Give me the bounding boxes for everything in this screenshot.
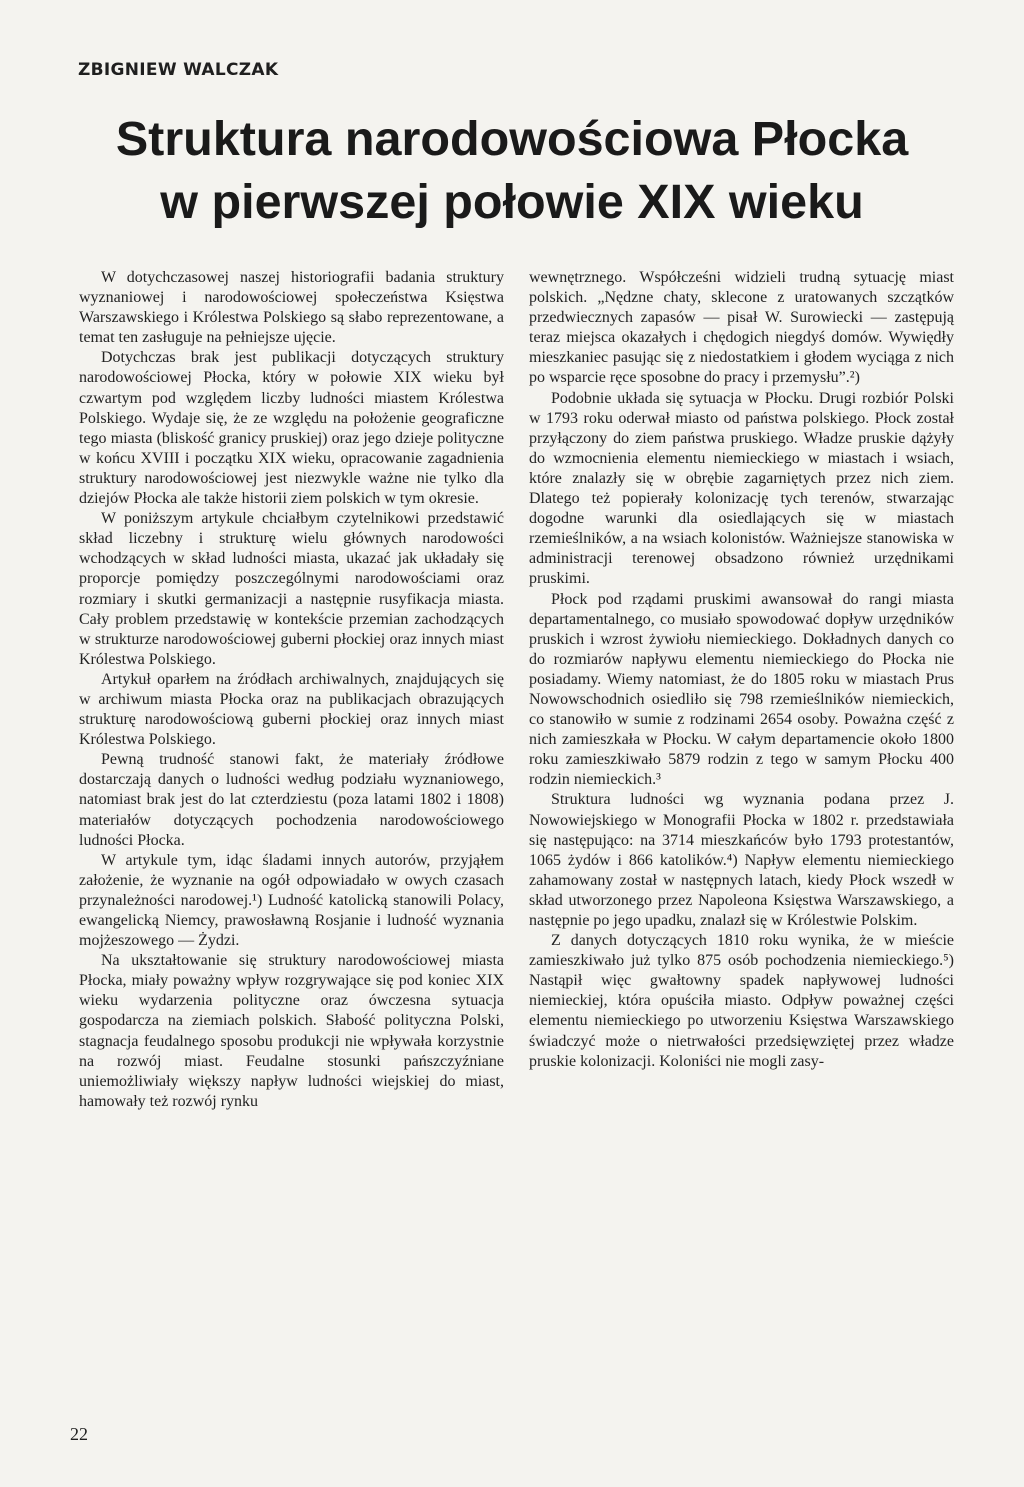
paragraph: Na ukształtowanie się struktury narodowościowej miasta Płocka, miały poważny wpływ rozgrywające się pod koniec XIX wieku wydarzenia polityczne oraz ówczesna sytuacja gospodarcza na ziemiach polskich. Słabość polityczna Polski, stagnacja feudalnego sposobu produkcji nie wpływała korzystnie na rozwój miast. Feudalne stosunki pańszczyźniane uniemożliwiały większy napływ ludności wiejskiej do miast, hamowały też rozwój rynku (79, 952, 504, 1110)
article-title (70, 108, 954, 234)
paragraph: Z danych dotyczących 1810 roku wynika, że w mieście zamieszkiwało już tylko 875 osób pochodzenia niemieckiego.⁵) Nastąpił więc gwałtowny spadek napływowej ludności niemieckiej, która opuściła miasto. Odpływ poważnej części elementu niemieckiego po utworzeniu Księstwa Warszawskiego świadczyć może o nietrwałości przedsięwziętej przez władze pruskie kolonizacji. Koloniści nie mogli zasy- (529, 932, 954, 1070)
paragraph: Struktura ludności wg wyznania podana przez J. Nowowiejskiego w Monografii Płocka w 1802 r. przedstawiała się następująco: na 3714 mieszkańców było 1793 protestantów, 1065 żydów i 866 katolików.⁴) Napływ elementu niemieckiego zahamowany został w następnych latach, kiedy Płock wszedł w skład utworzonego przez Napoleona Księstwa Warszawskiego, a następnie po jego upadku, znalazł się w Królestwie Polskim. (529, 791, 954, 929)
paragraph: W dotychczasowej naszej historiografii badania struktury wyznaniowej i narodowościowej społeczeństwa Księstwa Warszawskiego i Królestwa Polskiego są słabo reprezentowane, a temat ten zasługuje na pełniejsze ujęcie. (79, 269, 504, 347)
page-number: 22 (70, 1424, 88, 1444)
paragraph: Podobnie układa się sytuacja w Płocku. Drugi rozbiór Polski w 1793 roku oderwał miasto od państwa polskiego. Płock został przyłączony do ziem państwa pruskiego. Władze pruskie dążyły do wzmocnienia elementu niemieckiego w miastach i wsiach, które znalazły się w obrębie zagarniętych przez nich ziem. Dlatego też popierały kolonizację tych terenów, stwarzając dogodne warunki dla osiedlających się w miastach rzemieślników, a na wsiach kolonistów. Ważniejsze stanowiska w administracji terenowej obsadzono również urzędnikami pruskimi. (529, 389, 954, 588)
paragraph: Pewną trudność stanowi fakt, że materiały źródłowe dostarczają danych o ludności według podziału wyznaniowego, natomiast brak jest do lat czterdziestu (poza latami 1802 i 1808) materiałów dotyczących pochodzenia narodowościowego ludności Płocka. (79, 751, 504, 849)
paragraph: W poniższym artykule chciałbym czytelnikowi przedstawić skład liczebny i strukturę wielu głównych narodowości wchodzących w skład ludności miasta, ukazać jak układały się proporcje pomiędzy poszczególnymi narodowościami oraz rozmiary i skutki germanizacji a następnie rusyfikacja miasta. Cały problem przedstawię w kontekście przemian zachodzących w strukturze narodowościowej guberni płockiej oraz innych miast Królestwa Polskiego. (79, 510, 504, 668)
right-column (529, 268, 954, 1072)
paragraph: W artykule tym, idąc śladami innych autorów, przyjąłem założenie, że wyznanie na ogół odpowiadało w owych czasach przynależności narodowej.¹) Ludność katolicką stanowili Polacy, ewangelicką Niemcy, prawosławną Rosjanie i ludność wyznania mojżeszowego — Żydzi. (79, 851, 504, 950)
paragraph: Artykuł oparłem na źródłach archiwalnych, znajdujących się w archiwum miasta Płocka oraz na publikacjach obrazujących strukturę narodowościową guberni płockiej oraz innych miast Królestwa Polskiego. (79, 670, 504, 749)
title-line-1: Struktura narodowościowa Płocka (115, 112, 909, 166)
paragraph-continued: wewnętrznego. Współcześni widzieli trudną sytuację miast polskich. „Nędzne chaty, sklecone z uratowanych szczątków przedwiecznych zapasów — pisał W. Surowiecki — zastępują teraz miejsca okazałych i chędogich niegdyś domów. Wywiędły mieszkaniec pasując się z niedostatkiem i głodem wyciąga z nich po wsparcie ręce sposobne do pracy i przemysłu”.²) (529, 269, 954, 387)
paragraph: Dotychczas brak jest publikacji dotyczących struktury narodowościowej Płocka, który w połowie XIX wieku był czwartym pod względem liczby ludności miastem Królestwa Polskiego. Wydaje się, że ze względu na położenie geograficzne tego miasta (bliskość granicy pruskiej) oraz jego dzieje polityczne w końcu XVIII i początku XIX wieku, opracowanie zagadnienia struktury narodowościowej jest niezwykle ważne nie tylko dla dziejów Płocka ale także historii ziem polskich w tym okresie. (79, 349, 504, 508)
paragraph: Płock pod rządami pruskimi awansował do rangi miasta departamentalnego, co musiało spowodować dopływ urzędników pruskich i wzrost żywiołu niemieckiego. Dokładnych danych co do rozmiarów napływu elementu niemieckiego do Płocka nie posiadamy. Wiemy natomiast, że do 1805 roku w miastach Prus Nowowschodnich osiedliło się 798 rzemieślników niemieckich, co stanowiło w sumie z rodzinami 2654 osoby. Poważna część z nich zamieszkała w Płocku. W całym departamencie około 1800 roku zamieszkiwało 5879 rodzin z tego w samym Płocku 400 rodzin niemieckich.³ (529, 590, 954, 789)
title-line-2: w pierwszej połowie XIX wieku (160, 175, 864, 229)
left-column (79, 268, 504, 1112)
author-name: ZBIGNIEW WALCZAK (78, 60, 279, 80)
